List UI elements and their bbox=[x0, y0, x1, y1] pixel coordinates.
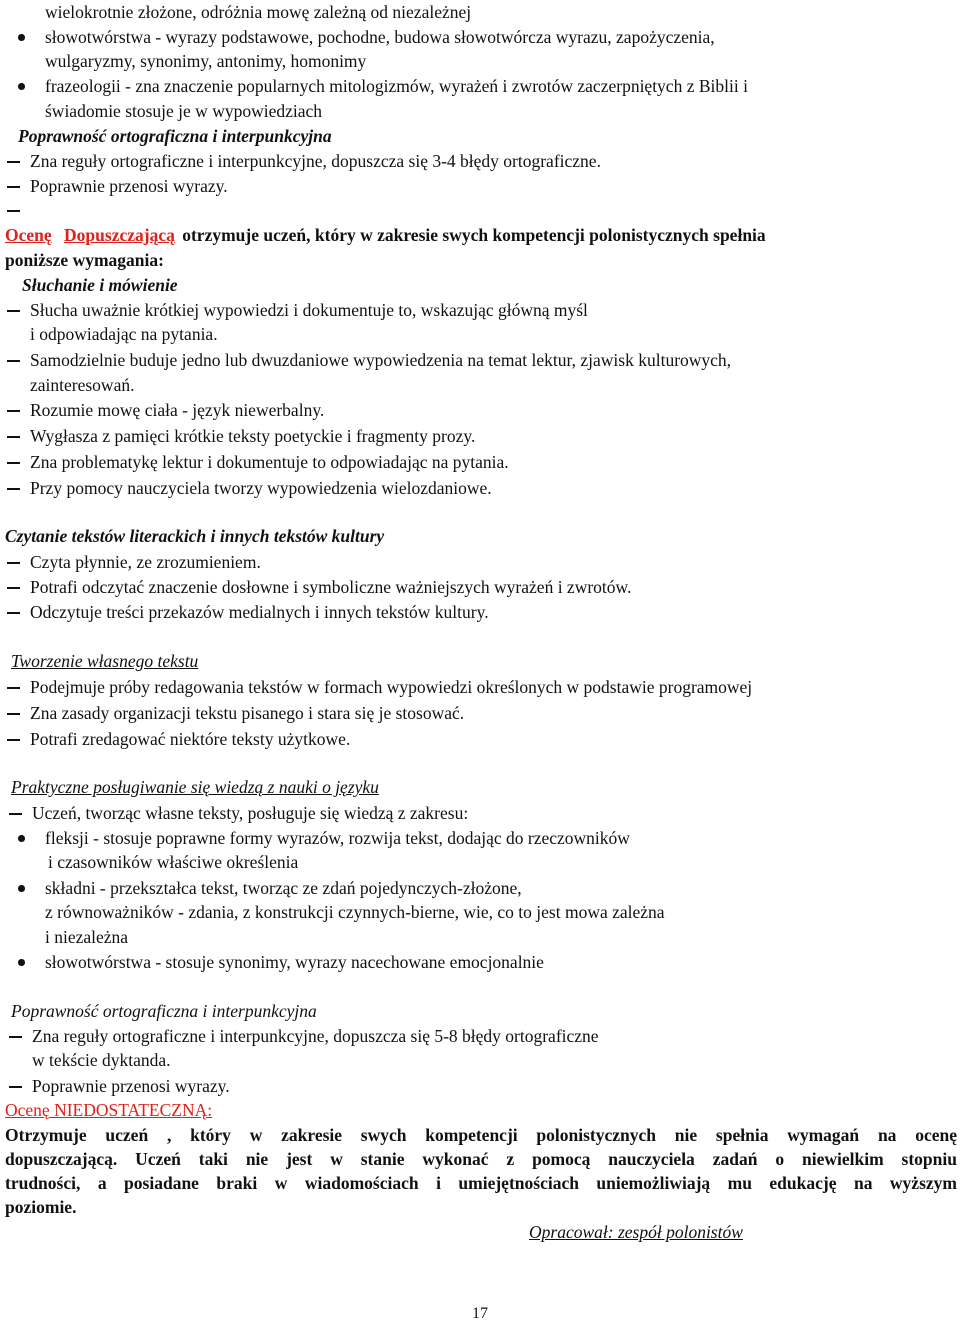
list-item-skladnia-cont-1: z równoważników - zdania, z konstrukcji czynnych-bierne, wie, co to jest mowa zależna bbox=[45, 902, 665, 922]
niedostateczna-line-3: trudności, a posiadane braki w wiadomościach i umiejętnościach uniemożliwiają mu edukację na wyższym bbox=[5, 1173, 957, 1193]
page-number: 17 bbox=[472, 1305, 488, 1322]
list-item-przy-pomocy: Przy pomocy nauczyciela tworzy wypowiedzenia wielozdaniowe. bbox=[30, 476, 492, 501]
list-item-wyglasza: Wygłasza z pamięci krótkie teksty poetyckie i fragmenty prozy. bbox=[30, 424, 475, 449]
grade-label-dopuszczajaca: Dopuszczającą bbox=[64, 225, 175, 245]
grade-dopuszczajaca-intro bbox=[5, 223, 766, 248]
list-item-fleksja-cont: i czasowników właściwe określenia bbox=[48, 852, 299, 872]
list-item-reguly-2-cont: w tekście dyktanda. bbox=[32, 1050, 171, 1070]
list-item-potrafi-odczytac: Potrafi odczytać znaczenie dosłowne i symboliczne ważniejszych wyrażeń i zwrotów. bbox=[30, 575, 631, 600]
niedostateczna-line-2: dopuszczającą. Uczeń taki nie jest w stanie wykonać z pomocą nauczyciela zadań o niewielkim stopniu bbox=[5, 1149, 957, 1169]
list-item-slucha: Słucha uważnie krótkiej wypowiedzi i dokumentuje to, wskazując główną myśl bbox=[30, 298, 588, 323]
section-heading-czytanie: Czytanie tekstów literackich i innych tekstów kultury bbox=[5, 526, 385, 546]
niedostateczna-line-4: poziomie. bbox=[5, 1197, 77, 1217]
list-item-zredagowac: Potrafi zredagować niektóre teksty użytkowe. bbox=[30, 727, 350, 752]
section-heading-praktyczne: Praktyczne posługiwanie się wiedzą z nauki o języku bbox=[11, 777, 379, 797]
list-item-slowotworstwo: słowotwórstwa - wyrazy podstawowe, pochodne, budowa słowotwórcza wyrazu, zapożyczenia, bbox=[45, 25, 715, 50]
list-item-frazeologia: frazeologii - zna znaczenie popularnych mitologizmów, wyrażeń i zwrotów zaczerpniętych z Biblii i bbox=[45, 74, 748, 99]
section-heading-ortografia-2: Poprawność ortograficzna i interpunkcyjna bbox=[11, 1001, 317, 1021]
list-item-przenosi-2: Poprawnie przenosi wyrazy. bbox=[32, 1074, 230, 1099]
list-item-fleksja: fleksji - stosuje poprawne formy wyrazów, rozwija tekst, dodając do rzeczowników bbox=[45, 826, 630, 851]
list-item-podejmuje: Podejmuje próby redagowania tekstów w formach wypowiedzi określonych w podstawie programowej bbox=[30, 675, 752, 700]
section-heading-sluchanie: Słuchanie i mówienie bbox=[22, 275, 178, 295]
list-item-zna-zasady: Zna zasady organizacji tekstu pisanego i stara się je stosować. bbox=[30, 701, 464, 726]
list-item-samodzielnie: Samodzielnie buduje jedno lub dwuzdaniowe wypowiedzenia na temat lektur, zjawisk kulturowych, bbox=[30, 348, 731, 373]
list-item-uczen-tworzac: Uczeń, tworząc własne teksty, posługuje się wiedzą z zakresu: bbox=[32, 801, 468, 826]
empty-dash-item bbox=[30, 198, 31, 222]
grade-label-niedostateczna: Ocenę NIEDOSTATECZNĄ: bbox=[5, 1100, 213, 1120]
signature: Opracował: zespół polonistów bbox=[529, 1222, 743, 1242]
section-heading-tworzenie: Tworzenie własnego tekstu bbox=[11, 651, 199, 671]
list-item-slucha-cont: i odpowiadając na pytania. bbox=[30, 324, 218, 344]
list-item-slowotworstwo-cont: wulgaryzmy, synonimy, antonimy, homonimy bbox=[45, 51, 367, 71]
list-item-rozumie: Rozumie mowę ciała - język niewerbalny. bbox=[30, 398, 324, 423]
list-item-frazeologia-cont: świadomie stosuje je w wypowiedziach bbox=[45, 101, 323, 121]
grade-intro-text: otrzymuje uczeń, który w zakresie swych kompetencji polonistycznych spełnia bbox=[182, 225, 766, 245]
list-item-reguly: Zna reguły ortograficzne i interpunkcyjne, dopuszcza się 3-4 błędy ortograficzne. bbox=[30, 149, 601, 174]
section-heading-ortografia: Poprawność ortograficzna i interpunkcyjna bbox=[18, 126, 332, 146]
list-item-reguly-2: Zna reguły ortograficzne i interpunkcyjne, dopuszcza się 5-8 błędy ortograficzne bbox=[32, 1024, 599, 1049]
list-item-czyta: Czyta płynnie, ze zrozumieniem. bbox=[30, 550, 261, 575]
list-item-samodzielnie-cont: zainteresowań. bbox=[30, 375, 135, 395]
list-item-skladnia-cont-2: i niezależna bbox=[45, 927, 129, 947]
list-item-problematyka: Zna problematykę lektur i dokumentuje to odpowiadając na pytania. bbox=[30, 450, 509, 475]
list-item-odczytuje: Odczytuje treści przekazów medialnych i innych tekstów kultury. bbox=[30, 600, 489, 625]
list-item-continuation: wielokrotnie złożone, odróżnia mowę zależną od niezależnej bbox=[45, 2, 472, 22]
list-item-skladnia: składni - przekształca tekst, tworząc ze zdań pojedynczych-złożone, bbox=[45, 876, 522, 901]
niedostateczna-line-1: Otrzymuje uczeń , który w zakresie swych kompetencji polonistycznych nie spełnia wymagań na ocenę bbox=[5, 1125, 957, 1145]
list-item-slowotworstwo-2: słowotwórstwa - stosuje synonimy, wyrazy nacechowane emocjonalnie bbox=[45, 950, 544, 975]
grade-label-ocene: Ocenę bbox=[5, 225, 52, 245]
grade-intro-text-cont: poniższe wymagania: bbox=[5, 250, 164, 270]
list-item-przenosi: Poprawnie przenosi wyrazy. bbox=[30, 174, 228, 199]
